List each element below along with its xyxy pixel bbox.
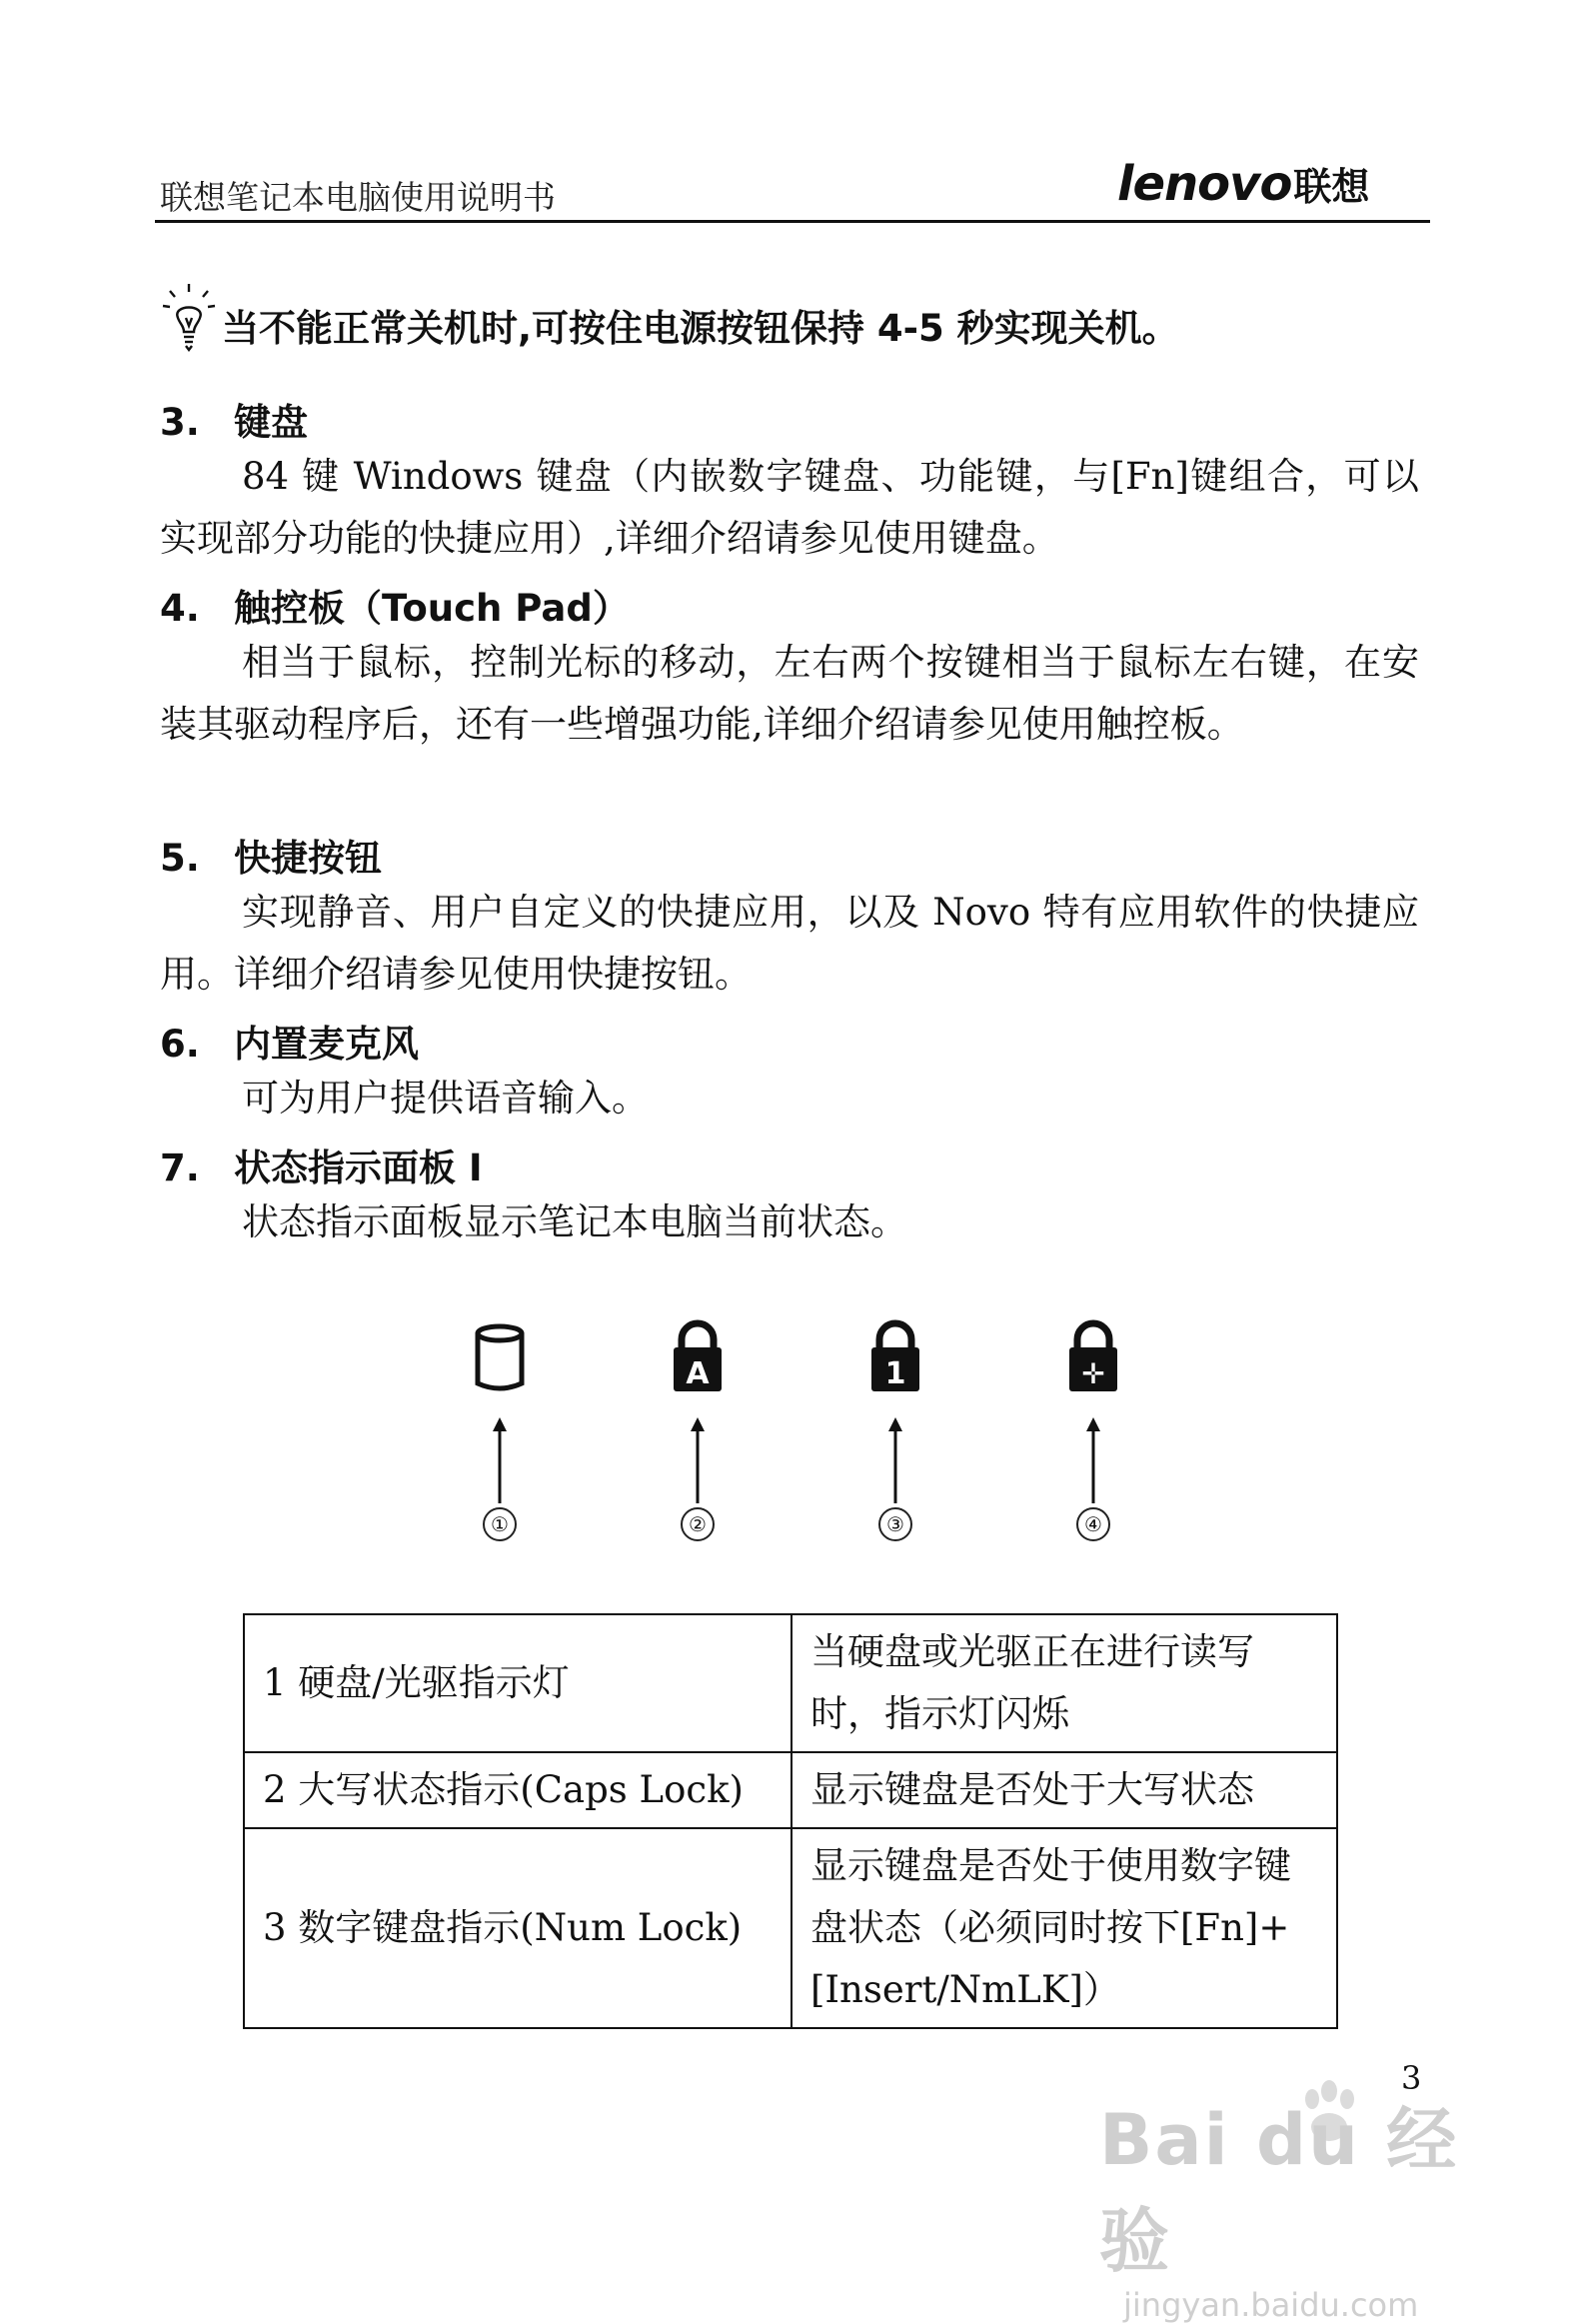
caps-lock-glyph: A [686, 1356, 710, 1391]
table-row [244, 1614, 1337, 1752]
logo-text-en: lenovo [1117, 156, 1292, 212]
baidu-jingyan-watermark [1099, 2084, 1499, 2324]
num-lock-glyph: 1 [884, 1356, 906, 1391]
section-heading-touchpad [160, 578, 630, 632]
section-title: 快捷按钮 [234, 837, 382, 880]
scroll-lock-icon [1063, 1319, 1123, 1399]
section-number: 3. [160, 401, 200, 444]
arrow-up-icon [885, 1415, 905, 1505]
indicator-num-lock [845, 1319, 945, 1541]
arrow-up-icon [688, 1415, 708, 1505]
section-heading-microphone [160, 1014, 419, 1068]
num-lock-icon [865, 1319, 925, 1399]
indicator-name-cell: 3 数字键盘指示(Num Lock) [244, 1828, 792, 2028]
indicator-desc-cell: 当硬盘或光驱正在进行读写时，指示灯闪烁 [792, 1614, 1337, 1752]
indicator-label: ③ [878, 1507, 912, 1541]
indicator-desc-cell: 显示键盘是否处于大写状态 [792, 1752, 1337, 1828]
section-number: 7. [160, 1147, 200, 1189]
section-title: 触控板（Touch Pad） [234, 587, 630, 630]
logo-text-cn: 联想 [1293, 165, 1370, 209]
section-body-keyboard: 84 键 Windows 键盘（内嵌数字键盘、功能键，与[Fn]键组合，可以实现部分功能的快捷应用）,详细介绍请参见使用键盘。 [160, 455, 1419, 560]
tip-text: 当不能正常关机时,可按住电源按钮保持 4-5 秒实现关机。 [222, 307, 1179, 350]
indicator-label: ④ [1076, 1507, 1110, 1541]
manual-title: 联想笔记本电脑使用说明书 [160, 178, 556, 217]
scroll-lock-glyph: ✛ [1081, 1357, 1105, 1390]
arrow-up-icon [1083, 1415, 1103, 1505]
indicator-hard-drive [450, 1319, 550, 1541]
section-number: 4. [160, 587, 200, 630]
hard-drive-icon [470, 1319, 530, 1399]
lightbulb-icon [160, 282, 218, 354]
section-title: 状态指示面板 I [234, 1147, 483, 1189]
table-row [244, 1752, 1337, 1828]
section-heading-keyboard [160, 392, 308, 446]
section-body-status-panel: 状态指示面板显示笔记本电脑当前状态。 [242, 1200, 907, 1243]
section-number: 5. [160, 837, 200, 880]
lenovo-logo [1117, 156, 1369, 212]
caps-lock-icon [668, 1319, 728, 1399]
section-title: 键盘 [234, 401, 308, 444]
status-indicator-diagram [430, 1319, 1149, 1579]
section-heading-quick-buttons [160, 828, 382, 882]
watermark-brand: Bai du 经验 [1099, 2099, 1459, 2282]
section-body-quick-buttons: 实现静音、用户自定义的快捷应用，以及 Novo 特有应用软件的快捷应用。详细介绍请参见使用快捷按钮。 [160, 891, 1419, 996]
indicator-caps-lock [648, 1319, 748, 1541]
indicator-label: ② [681, 1507, 715, 1541]
section-body-microphone: 可为用户提供语音输入。 [242, 1077, 649, 1120]
table-row [244, 1828, 1337, 2028]
indicator-label: ① [483, 1507, 517, 1541]
tip-note [160, 282, 1179, 354]
section-title: 内置麦克风 [234, 1023, 419, 1066]
page-number: 3 [1401, 2059, 1422, 2097]
indicator-table [243, 1613, 1338, 2029]
indicator-desc-cell: 显示键盘是否处于使用数字键盘状态（必须同时按下[Fn]+[Insert/NmLK]） [792, 1828, 1337, 2028]
section-number: 6. [160, 1023, 200, 1066]
indicator-name-cell: 2 大写状态指示(Caps Lock) [244, 1752, 792, 1828]
arrow-up-icon [490, 1415, 510, 1505]
watermark-url: jingyan.baidu.com [1123, 2286, 1419, 2324]
indicator-scroll-lock [1043, 1319, 1143, 1541]
indicator-name-cell: 1 硬盘/光驱指示灯 [244, 1614, 792, 1752]
header-divider [155, 220, 1430, 223]
section-heading-status-panel [160, 1138, 483, 1191]
section-body-touchpad: 相当于鼠标，控制光标的移动，左右两个按键相当于鼠标左右键，在安装其驱动程序后，还有一些增强功能,详细介绍请参见使用触控板。 [160, 641, 1419, 746]
